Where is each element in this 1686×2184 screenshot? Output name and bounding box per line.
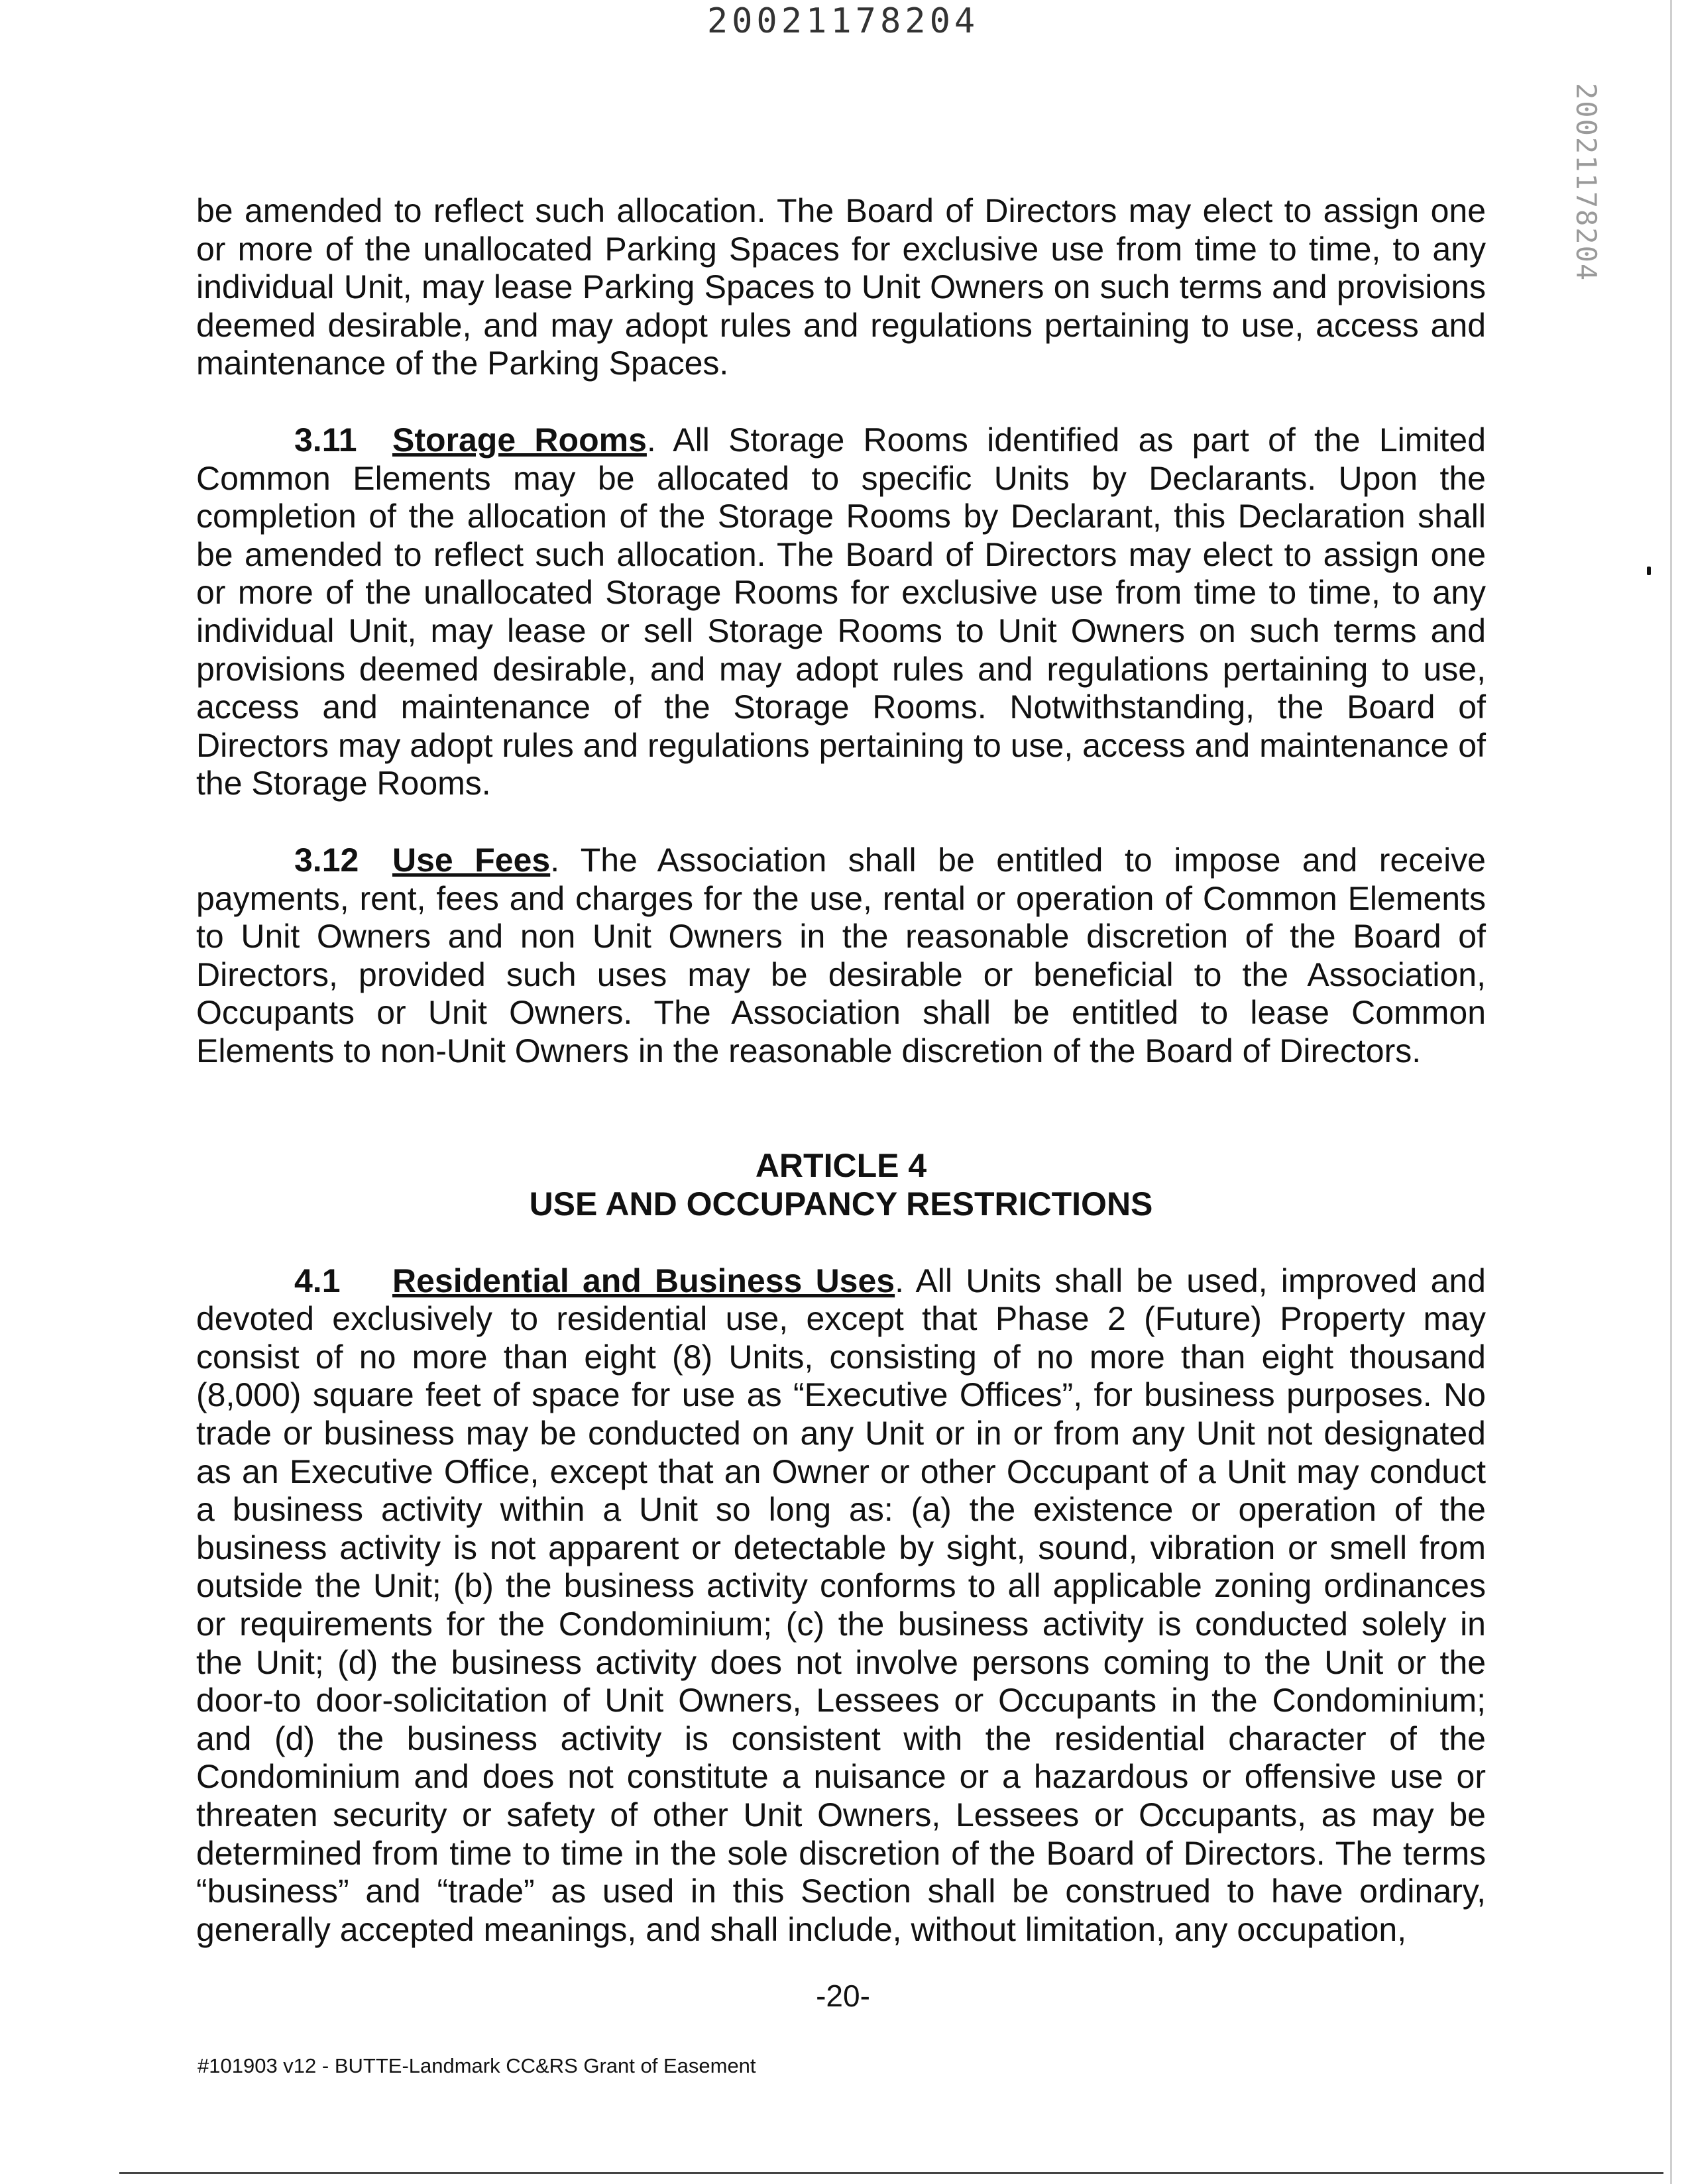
section-number: 3.11 (294, 421, 357, 459)
document-reference: #101903 v12 - BUTTE-Landmark CC&RS Grant of Easement (197, 2054, 756, 2077)
section-number: 4.1 (294, 1262, 341, 1299)
paragraph-gap (196, 1070, 1486, 1109)
section-text: . All Storage Rooms identified as part of the Limited Common Elements may be allocated to specific Units by Declarants. Upon the completion of the allocation of the Storage Rooms by Declarant, this Declaration shall be amended to reflect such allocation. The Board of Directors may elect to assign one or more of the unallocated Storage Rooms for exclusive use from time to time, to any individual Unit, may lease or sell Storage Rooms to Unit Owners on such terms and provisions deemed desirable, and may adopt rules and regulations pertaining to use, access and maintenance of the Storage Rooms. Notwithstanding, the Board of Directors may adopt rules and regulations pertaining to use, access and maintenance of the Storage Rooms. (196, 421, 1486, 802)
paragraph-gap (196, 383, 1486, 421)
page-edge (1670, 0, 1672, 2184)
section-title: Storage Rooms (392, 421, 647, 459)
section-title: Residential and Business Uses (392, 1262, 895, 1299)
side-stamp (1564, 83, 1610, 295)
page-number: -20- (816, 1979, 870, 2013)
paragraph-gap (196, 1109, 1486, 1147)
scan-speck (1647, 567, 1651, 575)
document-number: 20021178204 (706, 1, 980, 41)
section-text: . The Association shall be entitled to impose and receive payments, rent, fees and charges for the use, rental or operation of Common Elements to Unit Owners and non Unit Owners in the reasonable discretion of the Board of Directors, provided such uses may be desirable or beneficial to the Association, Occupants or Unit Owners. The Association shall be entitled to lease Common Elements to non-Unit Owners in the reasonable discretion of the Board of Directors. (196, 841, 1486, 1069)
paragraph-continued: be amended to reflect such allocation. The Board of Directors may elect to assign one or more of the unallocated Parking Spaces for exclusive use from time to time, to any individual Unit, may lease Parking Spaces to Unit Owners on such terms and provisions deemed desirable, and may adopt rules and regulations pertaining to use, access and maintenance of the Parking Spaces. (196, 192, 1486, 382)
side-stamp-text: 20021178204 (1570, 83, 1602, 282)
paragraph-gap (196, 803, 1486, 842)
paragraph-gap (196, 1224, 1486, 1262)
article-subheading: USE AND OCCUPANCY RESTRICTIONS (529, 1185, 1153, 1223)
section-3-11 (196, 421, 1486, 803)
section-3-12 (196, 842, 1486, 1071)
article-heading: ARTICLE 4 (755, 1147, 927, 1185)
section-4-1 (196, 1262, 1486, 1949)
section-text: . All Units shall be used, improved and devoted exclusively to residential use, except that Phase 2 (Future) Property may consist of no more than eight (8) Units, consisting of no more than eight thousand (8,000) square feet of space for use as “Executive Offices”, for business purposes. No trade or business may be conducted on any Unit or in or from any Unit not designated as an Executive Office, except that an Owner or other Occupant of a Unit may conduct a business activity within a Unit so long as: (a) the existence or operation of the business activity is not apparent or detectable by sight, sound, vibration or smell from outside the Unit; (b) the business activity conforms to all applicable zoning ordinances or requirements for the Condominium; (c) the business activity is conducted solely in the Unit; (d) the business activity does not involve persons coming to the Unit or the door-to door-solicitation of Unit Owners, Lessees or Occupants in the Condominium; and (d) the business activity is consistent with the residential character of the Condominium and does not constitute a nuisance or a hazardous or offensive use or threaten security or safety of other Unit Owners, Lessees or Occupants, as may be determined from time to time in the sole discretion of the Board of Directors. The terms “business” and “trade” as used in this Section shall be construed to have ordinary, generally accepted meanings, and shall include, without limitation, any occupation, (196, 1262, 1486, 1948)
document-body (196, 192, 1486, 1949)
section-number: 3.12 (294, 841, 359, 879)
bottom-rule (119, 2172, 1663, 2174)
section-title: Use Fees (392, 841, 551, 879)
